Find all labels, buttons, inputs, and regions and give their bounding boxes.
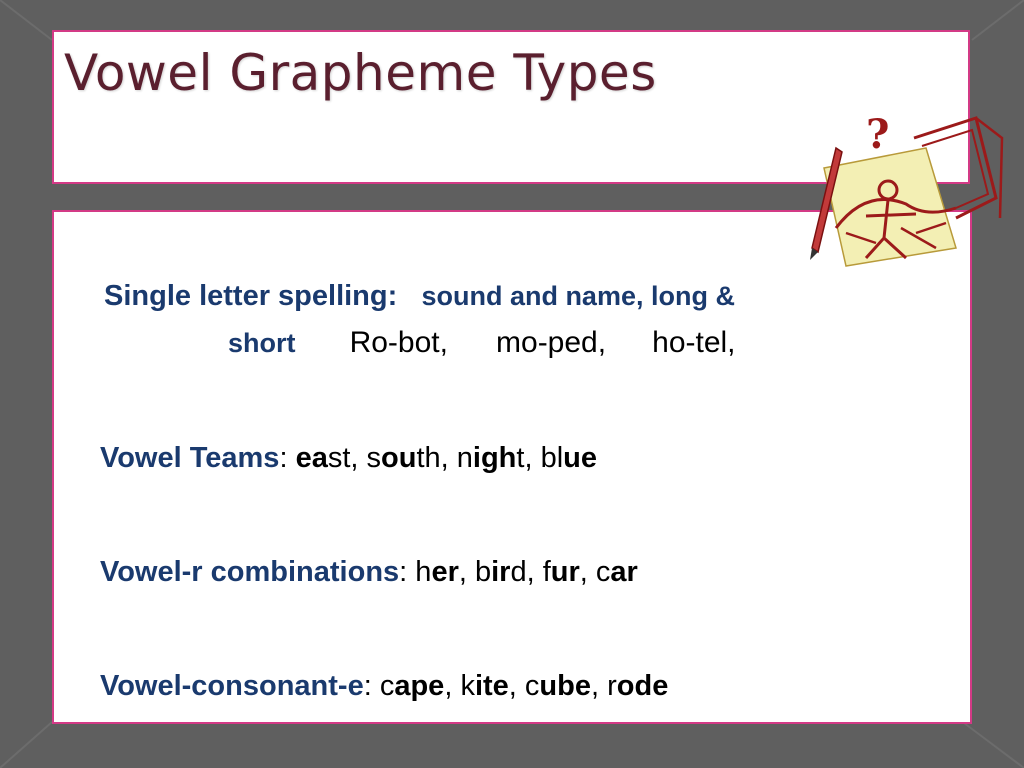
example-word: cube [524, 670, 591, 702]
example-word: her [415, 556, 459, 588]
example-word: south [366, 442, 441, 474]
vowel-consonant-e-label: Vowel-consonant-e [100, 670, 364, 702]
example-word: east [295, 442, 351, 474]
vowel-r-label: Vowel-r combinations [100, 556, 400, 588]
example-word: bird [474, 556, 527, 588]
vowel-teams-label: Vowel Teams [100, 442, 280, 474]
confused-student-with-question-mark-icon [806, 108, 1004, 272]
example-word: night [456, 442, 525, 474]
vowel-teams-line: Vowel Teams: east, south, night, blue [100, 442, 598, 474]
example-word: car [595, 556, 638, 588]
example-word: blue [540, 442, 598, 474]
single-letter-line-2 [228, 326, 736, 360]
example-word: Ro-bot, [349, 326, 448, 359]
single-letter-description-short: short [228, 328, 296, 358]
example-word: rode [607, 670, 669, 702]
example-word: fur [542, 556, 580, 588]
vowel-consonant-e-line: Vowel-consonant-e: cape, kite, cube, rode [100, 670, 669, 702]
single-letter-label: Single letter spelling: [104, 280, 398, 312]
example-word: mo-ped, [496, 326, 607, 359]
single-letter-description: sound and name, long & [421, 281, 735, 311]
example-word: kite [460, 670, 509, 702]
svg-text:?: ? [866, 111, 890, 158]
example-word: cape [379, 670, 445, 702]
slide-title: Vowel Grapheme Types [64, 44, 657, 102]
example-word: ho-tel, [652, 326, 736, 359]
single-letter-line-1 [104, 280, 735, 313]
vowel-r-line: Vowel-r combinations: her, bird, fur, car [100, 556, 638, 588]
